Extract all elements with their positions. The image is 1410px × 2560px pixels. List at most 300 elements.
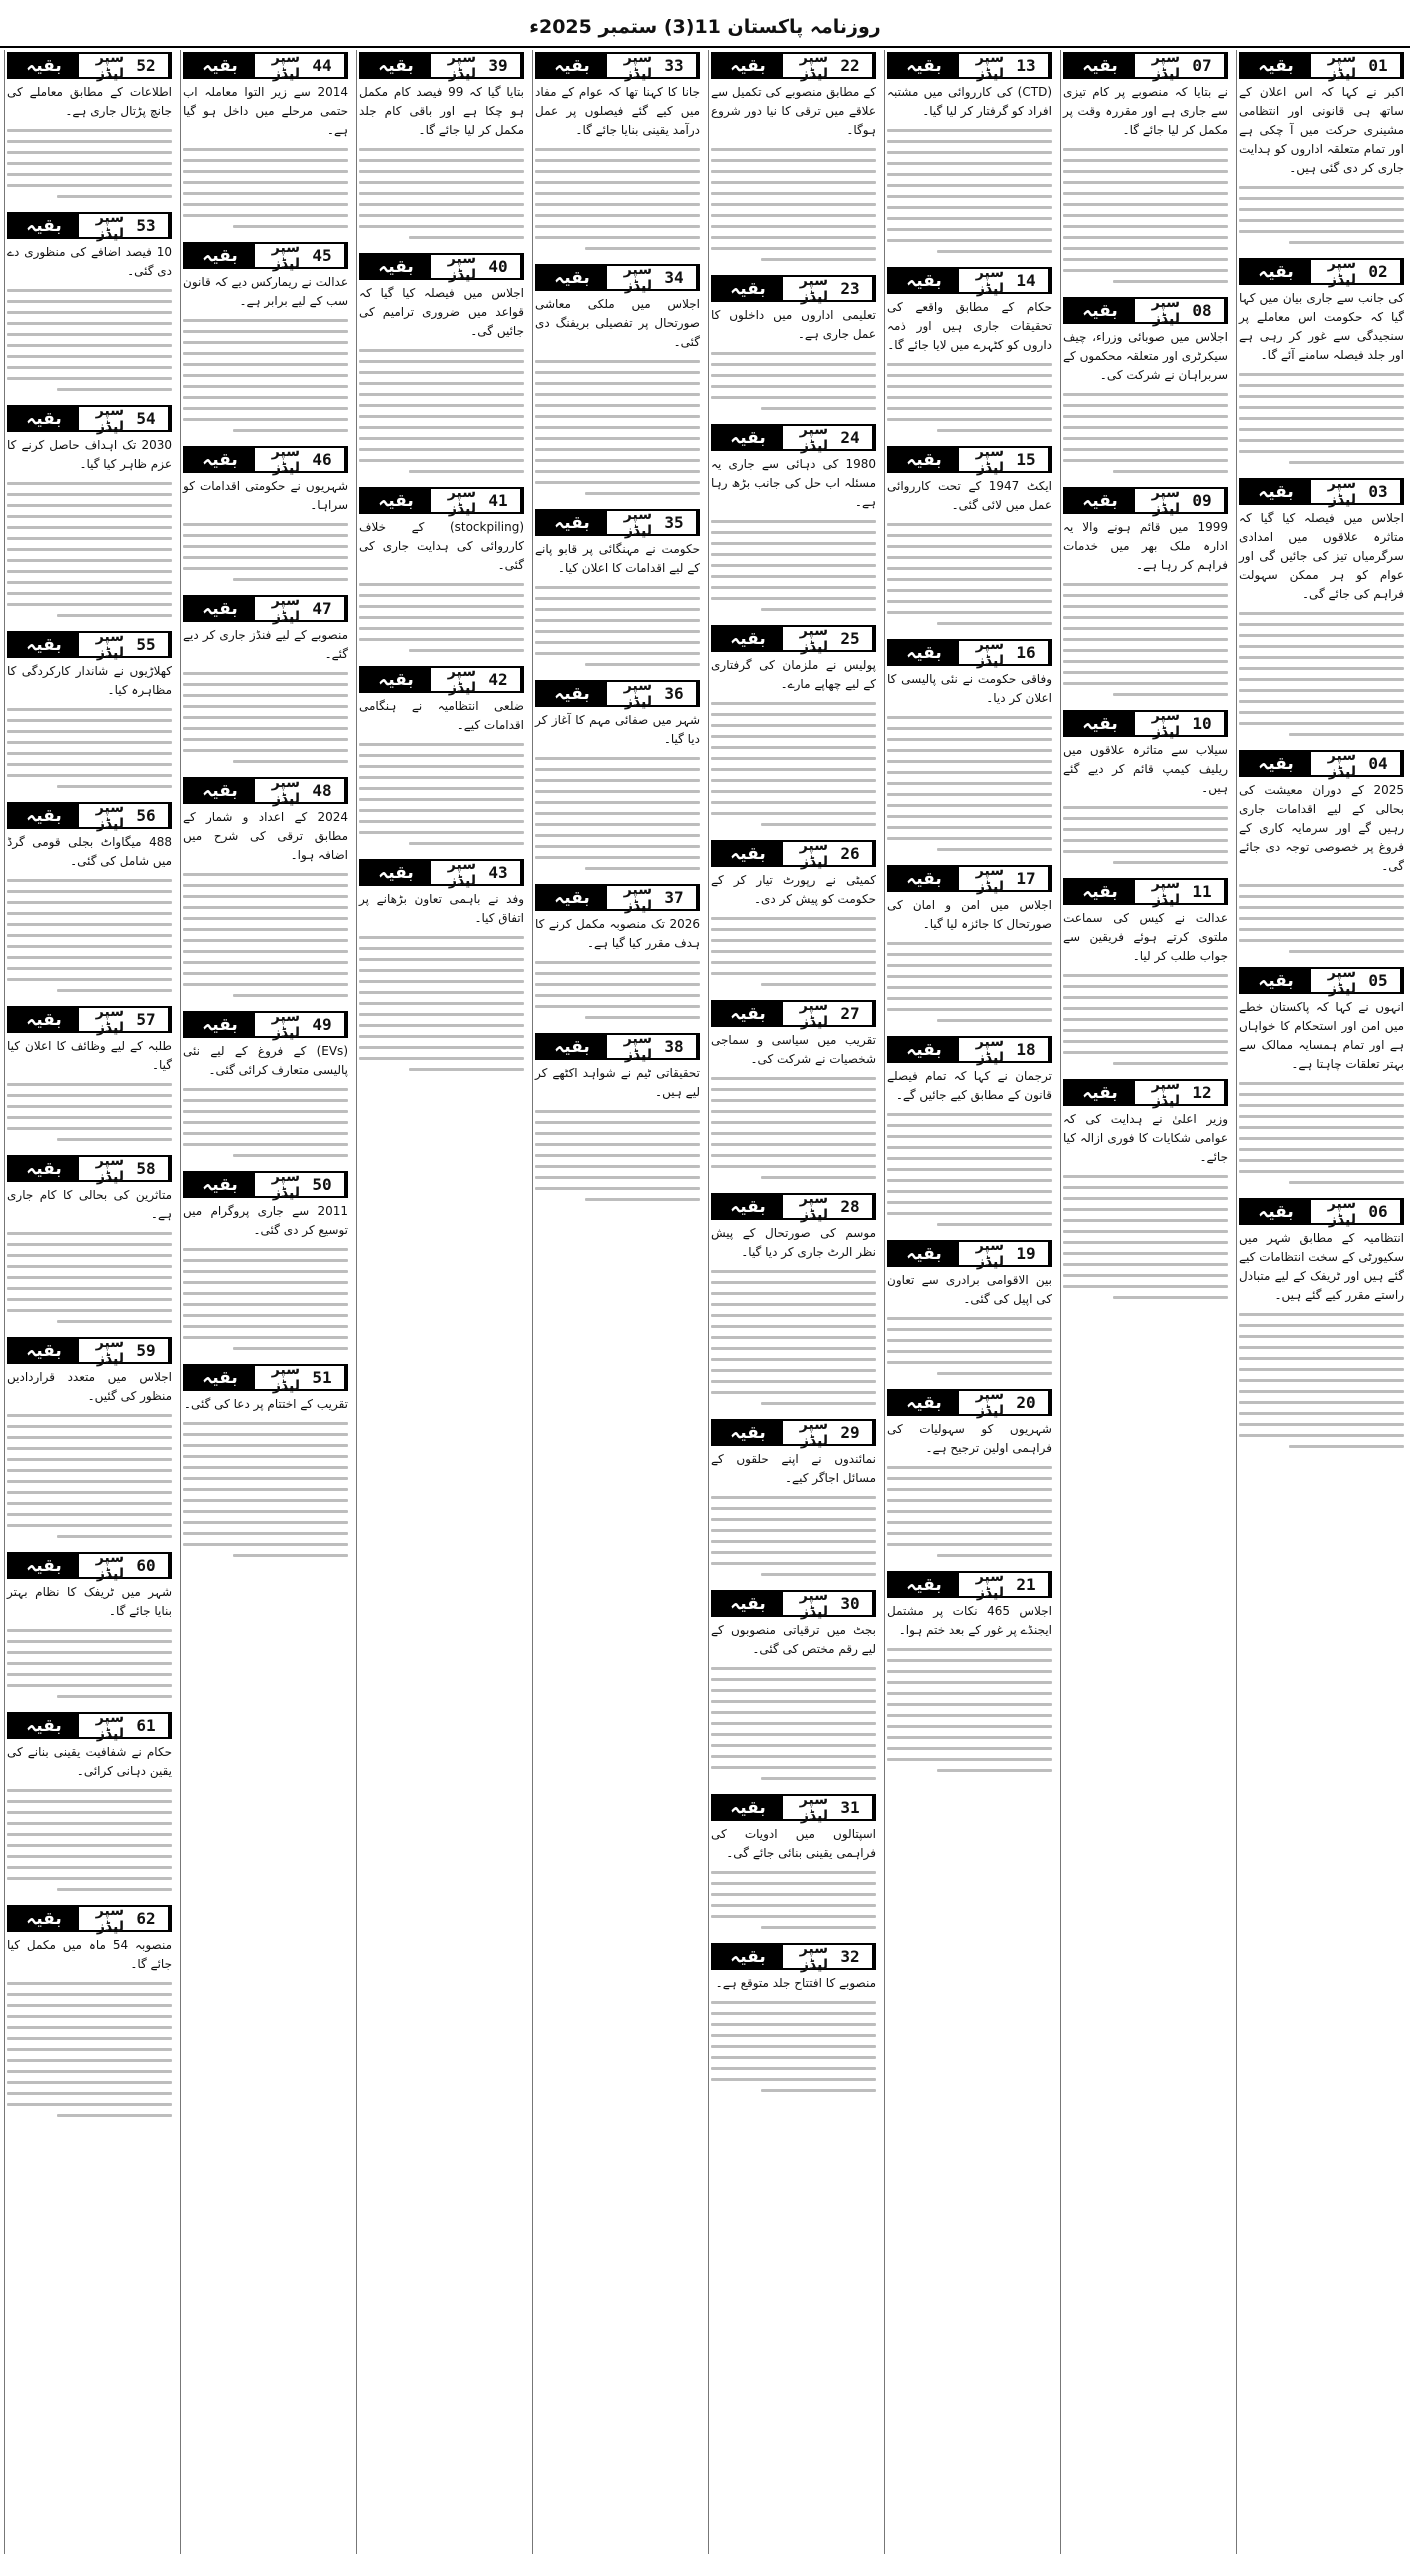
- text-line: [887, 964, 1052, 967]
- text-line: [183, 170, 348, 173]
- text-line: [1063, 1230, 1228, 1233]
- badge-number: 03: [1356, 480, 1402, 503]
- text-line: [7, 2037, 172, 2040]
- badge-title: بقیہ: [713, 842, 783, 865]
- story-body-lines: [887, 523, 1052, 625]
- text-line: [359, 980, 524, 983]
- text-line: [7, 1866, 172, 1869]
- story: [7, 403, 172, 625]
- badge-number: 25: [828, 627, 874, 650]
- text-line: [57, 1695, 173, 1698]
- badge-subtitle: سپر لیڈز: [959, 641, 1004, 664]
- badge-title: بقیہ: [1065, 299, 1135, 322]
- badge-subtitle: سپر لیڈز: [783, 1945, 828, 1968]
- text-line: [7, 603, 172, 606]
- story-body-lines: [1063, 974, 1228, 1065]
- text-line: [183, 534, 348, 537]
- story-text: حکام کے مطابق واقعے کی تحقیقات جاری ہیں اور ذمہ داروں کو کٹہرے میں لایا جائے گا۔: [887, 300, 1052, 352]
- text-line: [761, 1402, 877, 1405]
- text-line: [535, 214, 700, 217]
- text-line: [183, 884, 348, 887]
- text-line: [359, 192, 524, 195]
- text-line: [7, 581, 172, 584]
- text-line: [1063, 214, 1228, 217]
- text-line: [711, 586, 876, 589]
- text-line: [887, 837, 1052, 840]
- story: [711, 1417, 876, 1584]
- badge-number: 30: [828, 1592, 874, 1615]
- text-line: [359, 349, 524, 352]
- text-line: [711, 939, 876, 942]
- text-line: [887, 184, 1052, 187]
- text-line: [937, 1769, 1053, 1772]
- text-line: [535, 608, 700, 611]
- text-line: [183, 330, 348, 333]
- text-line: [7, 1855, 172, 1858]
- story-body-lines: [359, 349, 524, 473]
- badge-subtitle: سپر لیڈز: [783, 1421, 828, 1444]
- text-line: [1063, 850, 1228, 853]
- text-line: [535, 236, 700, 239]
- text-line: [1063, 181, 1228, 184]
- text-line: [359, 459, 524, 462]
- text-line: [887, 1521, 1052, 1524]
- text-line: [183, 1132, 348, 1135]
- text-line: [711, 1303, 876, 1306]
- text-line: [711, 520, 876, 523]
- text-line: [1239, 700, 1404, 703]
- text-line: [359, 765, 524, 768]
- story-body-lines: [359, 148, 524, 239]
- badge-title: بقیہ: [537, 682, 607, 705]
- text-line: [711, 1689, 876, 1692]
- badge-title: بقیہ: [1241, 969, 1311, 992]
- badge-title: بقیہ: [9, 407, 79, 430]
- text-line: [1063, 247, 1228, 250]
- continuation-badge: [1063, 707, 1228, 740]
- story-text: اجلاس میں فیصلہ کیا گیا کہ متاثرہ علاقوں میں امدادی سرگرمیاں تیز کی جائیں گی اور عوام کو ہر ممکن سہولت فراہم کی جائے گی۔: [1239, 511, 1404, 601]
- text-line: [887, 793, 1052, 796]
- badge-subtitle: سپر لیڈز: [959, 448, 1004, 471]
- badge-number: 21: [1004, 1573, 1050, 1596]
- continuation-badge: [7, 799, 172, 832]
- badge-subtitle: سپر لیڈز: [959, 269, 1004, 292]
- story: [183, 240, 348, 440]
- text-line: [887, 374, 1052, 377]
- text-line: [535, 1110, 700, 1113]
- story-text: انتظامیہ کے مطابق شہر میں سکیورٹی کے سخت انتظامات کیے گئے ہیں اور ٹریفک کے لیے متبادل راستے مقرر کیے گئے ہیں۔: [1239, 1231, 1404, 1302]
- text-line: [359, 787, 524, 790]
- text-line: [711, 1711, 876, 1714]
- story: [711, 1588, 876, 1788]
- text-line: [1063, 985, 1228, 988]
- text-line: [1239, 384, 1404, 387]
- badge-title: بقیہ: [9, 1907, 79, 1930]
- story: [887, 1569, 1052, 1780]
- text-line: [711, 1722, 876, 1725]
- story-body-lines: [7, 1232, 172, 1323]
- badge-number: 60: [124, 1554, 170, 1577]
- text-line: [887, 1703, 1052, 1706]
- text-line: [57, 989, 173, 992]
- text-line: [887, 407, 1052, 410]
- text-line: [183, 749, 348, 752]
- text-line: [887, 534, 1052, 537]
- badge-subtitle: سپر لیڈز: [607, 886, 652, 909]
- text-line: [7, 1243, 172, 1246]
- continuation-badge: [1239, 475, 1404, 508]
- story-text: اجلاس میں امن و امان کی صورتحال کا جائزہ لیا گیا۔: [887, 898, 1052, 931]
- text-line: [359, 426, 524, 429]
- text-line: [585, 247, 701, 250]
- text-line: [887, 771, 1052, 774]
- text-line: [711, 553, 876, 556]
- badge-subtitle: سپر لیڈز: [1135, 299, 1180, 322]
- text-line: [7, 559, 172, 562]
- story: [887, 637, 1052, 859]
- text-line: [183, 917, 348, 920]
- text-line: [887, 975, 1052, 978]
- badge-number: 43: [476, 861, 522, 884]
- text-line: [535, 652, 700, 655]
- text-line: [1063, 649, 1228, 652]
- text-line: [183, 363, 348, 366]
- text-line: [7, 967, 172, 970]
- badge-number: 59: [124, 1339, 170, 1362]
- text-line: [233, 1347, 349, 1350]
- text-line: [887, 1361, 1052, 1364]
- text-line: [183, 214, 348, 217]
- text-line: [7, 300, 172, 303]
- text-line: [937, 622, 1053, 625]
- text-line: [887, 1499, 1052, 1502]
- text-line: [937, 1019, 1053, 1022]
- story-body-lines: [711, 1496, 876, 1576]
- text-line: [887, 815, 1052, 818]
- text-line: [711, 181, 876, 184]
- story: [1063, 295, 1228, 481]
- text-line: [183, 961, 348, 964]
- text-line: [887, 162, 1052, 165]
- story-text: وزیر اعلیٰ نے ہدایت کی کہ عوامی شکایات کا فوری ازالہ کیا جائے۔: [1063, 1112, 1228, 1164]
- story-text: نمائندوں نے اپنے حلقوں کے مسائل اجاگر کیے۔: [711, 1452, 876, 1485]
- continuation-badge: [1063, 294, 1228, 327]
- badge-number: 56: [124, 804, 170, 827]
- text-line: [535, 181, 700, 184]
- text-line: [1289, 241, 1405, 244]
- story-body-lines: [711, 148, 876, 261]
- text-line: [183, 1455, 348, 1458]
- badge-number: 41: [476, 489, 522, 512]
- continuation-badge: [887, 1237, 1052, 1270]
- text-line: [7, 2026, 172, 2029]
- continuation-badge: [359, 484, 524, 517]
- story: [183, 444, 348, 589]
- text-line: [7, 311, 172, 314]
- text-line: [183, 385, 348, 388]
- badge-title: بقیہ: [9, 54, 79, 77]
- text-line: [183, 1336, 348, 1339]
- text-line: [937, 1372, 1053, 1375]
- badge-title: بقیہ: [185, 54, 255, 77]
- badge-subtitle: سپر لیڈز: [79, 1907, 124, 1930]
- text-line: [1113, 1062, 1229, 1065]
- text-line: [7, 1480, 172, 1483]
- text-line: [7, 129, 172, 132]
- text-line: [183, 374, 348, 377]
- text-line: [711, 2067, 876, 2070]
- text-line: [887, 567, 1052, 570]
- text-line: [1239, 612, 1404, 615]
- text-line: [183, 181, 348, 184]
- text-line: [1289, 1181, 1405, 1184]
- text-line: [57, 2114, 173, 2117]
- continuation-badge: [711, 997, 876, 1030]
- text-line: [57, 388, 173, 391]
- story-text: 10 فیصد اضافے کی منظوری دے دی گئی۔: [7, 245, 172, 278]
- badge-number: 06: [1356, 1200, 1402, 1223]
- text-line: [1239, 1368, 1404, 1371]
- story: [1063, 708, 1228, 872]
- badge-title: بقیہ: [1241, 1200, 1311, 1223]
- story-text: ضلعی انتظامیہ نے ہنگامی اقدامات کیے۔: [359, 699, 524, 732]
- text-line: [7, 515, 172, 518]
- text-line: [7, 1673, 172, 1676]
- text-line: [711, 790, 876, 793]
- text-line: [359, 627, 524, 630]
- badge-title: بقیہ: [185, 1173, 255, 1196]
- story: [887, 265, 1052, 440]
- badge-title: بقیہ: [889, 867, 959, 890]
- story-body-lines: [535, 757, 700, 870]
- story-body-lines: [183, 523, 348, 581]
- text-line: [1063, 594, 1228, 597]
- text-line: [1239, 656, 1404, 659]
- story-text: 2026 تک منصوبہ مکمل کرنے کا ہدف مقرر کیا گیا ہے۔: [535, 917, 700, 950]
- text-line: [7, 1662, 172, 1665]
- text-line: [233, 429, 349, 432]
- badge-number: 07: [1180, 54, 1226, 77]
- text-line: [359, 1035, 524, 1038]
- story-body-lines: [7, 1414, 172, 1538]
- text-line: [535, 630, 700, 633]
- story-text: تقریب میں سیاسی و سماجی شخصیات نے شرکت کی۔: [711, 1033, 876, 1066]
- text-line: [1063, 1285, 1228, 1288]
- badge-subtitle: سپر لیڈز: [255, 448, 300, 471]
- badge-subtitle: سپر لیڈز: [79, 633, 124, 656]
- text-line: [887, 1488, 1052, 1491]
- text-line: [585, 663, 701, 666]
- text-line: [585, 1016, 701, 1019]
- text-line: [1239, 1313, 1404, 1316]
- text-line: [183, 895, 348, 898]
- text-line: [535, 170, 700, 173]
- text-line: [887, 206, 1052, 209]
- text-line: [535, 834, 700, 837]
- text-line: [1239, 1390, 1404, 1393]
- text-line: [711, 746, 876, 749]
- text-line: [409, 649, 525, 652]
- text-line: [711, 1700, 876, 1703]
- continuation-badge: [887, 1033, 1052, 1066]
- text-line: [1063, 671, 1228, 674]
- story: [711, 998, 876, 1187]
- text-line: [711, 1347, 876, 1350]
- text-line: [7, 1309, 172, 1312]
- story-body-lines: [711, 2001, 876, 2092]
- continuation-badge: [711, 837, 876, 870]
- text-line: [535, 586, 700, 589]
- text-line: [535, 972, 700, 975]
- text-line: [7, 140, 172, 143]
- text-line: [535, 393, 700, 396]
- text-line: [535, 757, 700, 760]
- text-line: [761, 1926, 877, 1929]
- text-line: [1063, 1208, 1228, 1211]
- badge-title: بقیہ: [361, 54, 431, 77]
- continuation-badge: [359, 663, 524, 696]
- text-line: [359, 583, 524, 586]
- text-line: [887, 396, 1052, 399]
- badge-subtitle: سپر لیڈز: [783, 1796, 828, 1819]
- badge-title: بقیہ: [713, 627, 783, 650]
- badge-number: 36: [652, 682, 698, 705]
- story-text: شہر میں ٹریفک کا نظام بہتر بنایا جائے گا۔: [7, 1585, 172, 1618]
- text-line: [7, 1469, 172, 1472]
- story: [359, 251, 524, 481]
- text-line: [761, 1777, 877, 1780]
- text-line: [7, 1640, 172, 1643]
- badge-number: 42: [476, 668, 522, 691]
- text-line: [937, 1554, 1053, 1557]
- text-line: [7, 741, 172, 744]
- text-line: [7, 482, 172, 485]
- badge-number: 19: [1004, 1242, 1050, 1265]
- badge-subtitle: سپر لیڈز: [1135, 880, 1180, 903]
- text-line: [535, 404, 700, 407]
- page-header-date: روزنامہ پاکستان 11(3) ستمبر 2025ء: [0, 8, 1410, 48]
- story: [7, 1710, 172, 1899]
- text-line: [183, 683, 348, 686]
- badge-subtitle: سپر لیڈز: [79, 1554, 124, 1577]
- text-line: [535, 1154, 700, 1157]
- text-line: [1239, 667, 1404, 670]
- text-line: [535, 159, 700, 162]
- text-line: [359, 809, 524, 812]
- text-line: [359, 225, 524, 228]
- text-line: [711, 203, 876, 206]
- badge-title: بقیہ: [889, 1391, 959, 1414]
- story-text: اجلاس میں فیصلہ کیا گیا کہ قواعد میں ضروری ترامیم کی جائیں گی۔: [359, 286, 524, 338]
- text-line: [359, 991, 524, 994]
- story: [359, 485, 524, 660]
- text-line: [887, 1350, 1052, 1353]
- text-line: [359, 754, 524, 757]
- text-line: [887, 1157, 1052, 1160]
- text-line: [887, 997, 1052, 1000]
- text-line: [711, 1551, 876, 1554]
- badge-title: بقیہ: [889, 1038, 959, 1061]
- text-line: [887, 151, 1052, 154]
- text-line: [887, 942, 1052, 945]
- story-text: کے مطابق منصوبے کی تکمیل سے علاقے میں ترقی کا نیا دور شروع ہوگا۔: [711, 85, 876, 137]
- text-line: [1063, 426, 1228, 429]
- badge-title: بقیہ: [1241, 260, 1311, 283]
- badge-title: بقیہ: [889, 269, 959, 292]
- text-line: [1239, 417, 1404, 420]
- text-line: [887, 738, 1052, 741]
- text-line: [359, 393, 524, 396]
- text-line: [887, 217, 1052, 220]
- story: [1239, 50, 1404, 252]
- text-line: [1239, 1401, 1404, 1404]
- continuation-badge: [1239, 747, 1404, 780]
- text-line: [233, 760, 349, 763]
- text-line: [183, 738, 348, 741]
- story-text: شہر میں صفائی مہم کا آغاز کر دیا گیا۔: [535, 713, 700, 746]
- text-line: [711, 1915, 876, 1918]
- continuation-badge: [183, 1168, 348, 1201]
- story-text: طلبہ کے لیے وظائف کا اعلان کیا گیا۔: [7, 1039, 172, 1072]
- badge-number: 10: [1180, 712, 1226, 735]
- story-text: وفد نے باہمی تعاون بڑھانے پر اتفاق کیا۔: [359, 892, 524, 925]
- text-line: [7, 934, 172, 937]
- story: [887, 444, 1052, 633]
- badge-number: 35: [652, 511, 698, 534]
- text-line: [1063, 660, 1228, 663]
- badge-subtitle: سپر لیڈز: [1311, 969, 1356, 992]
- text-line: [887, 1510, 1052, 1513]
- badge-number: 51: [300, 1366, 346, 1389]
- text-line: [711, 768, 876, 771]
- badge-number: 45: [300, 244, 346, 267]
- text-line: [7, 173, 172, 176]
- text-line: [7, 1877, 172, 1880]
- story-body-lines: [183, 1248, 348, 1350]
- text-line: [1063, 1274, 1228, 1277]
- continuation-badge: [887, 50, 1052, 82]
- continuation-badge: [887, 636, 1052, 669]
- text-line: [7, 548, 172, 551]
- story: [1063, 50, 1228, 291]
- text-line: [183, 1488, 348, 1491]
- text-line: [359, 1013, 524, 1016]
- text-line: [359, 947, 524, 950]
- story-text: تحقیقاتی ٹیم نے شواہد اکٹھے کر لیے ہیں۔: [535, 1066, 700, 1099]
- story: [7, 1550, 172, 1706]
- text-line: [183, 694, 348, 697]
- text-line: [711, 2056, 876, 2059]
- text-line: [1239, 373, 1404, 376]
- continuation-badge: [7, 1003, 172, 1036]
- text-line: [711, 564, 876, 567]
- text-line: [7, 901, 172, 904]
- badge-subtitle: سپر لیڈز: [255, 1366, 300, 1389]
- text-line: [711, 214, 876, 217]
- story-body-lines: [1239, 373, 1404, 464]
- column-2: [1060, 50, 1230, 2554]
- story-text: (stockpiling) کے خلاف کارروائی کی ہدایت جاری کی گئی۔: [359, 520, 524, 572]
- badge-number: 50: [300, 1173, 346, 1196]
- story: [1063, 1077, 1228, 1307]
- story-text: 2030 تک اہداف حاصل کرنے کا عزم ظاہر کیا گیا۔: [7, 438, 172, 471]
- text-line: [535, 961, 700, 964]
- text-line: [711, 702, 876, 705]
- text-line: [409, 470, 525, 473]
- text-line: [1063, 828, 1228, 831]
- text-line: [1239, 1137, 1404, 1140]
- text-line: [711, 1744, 876, 1747]
